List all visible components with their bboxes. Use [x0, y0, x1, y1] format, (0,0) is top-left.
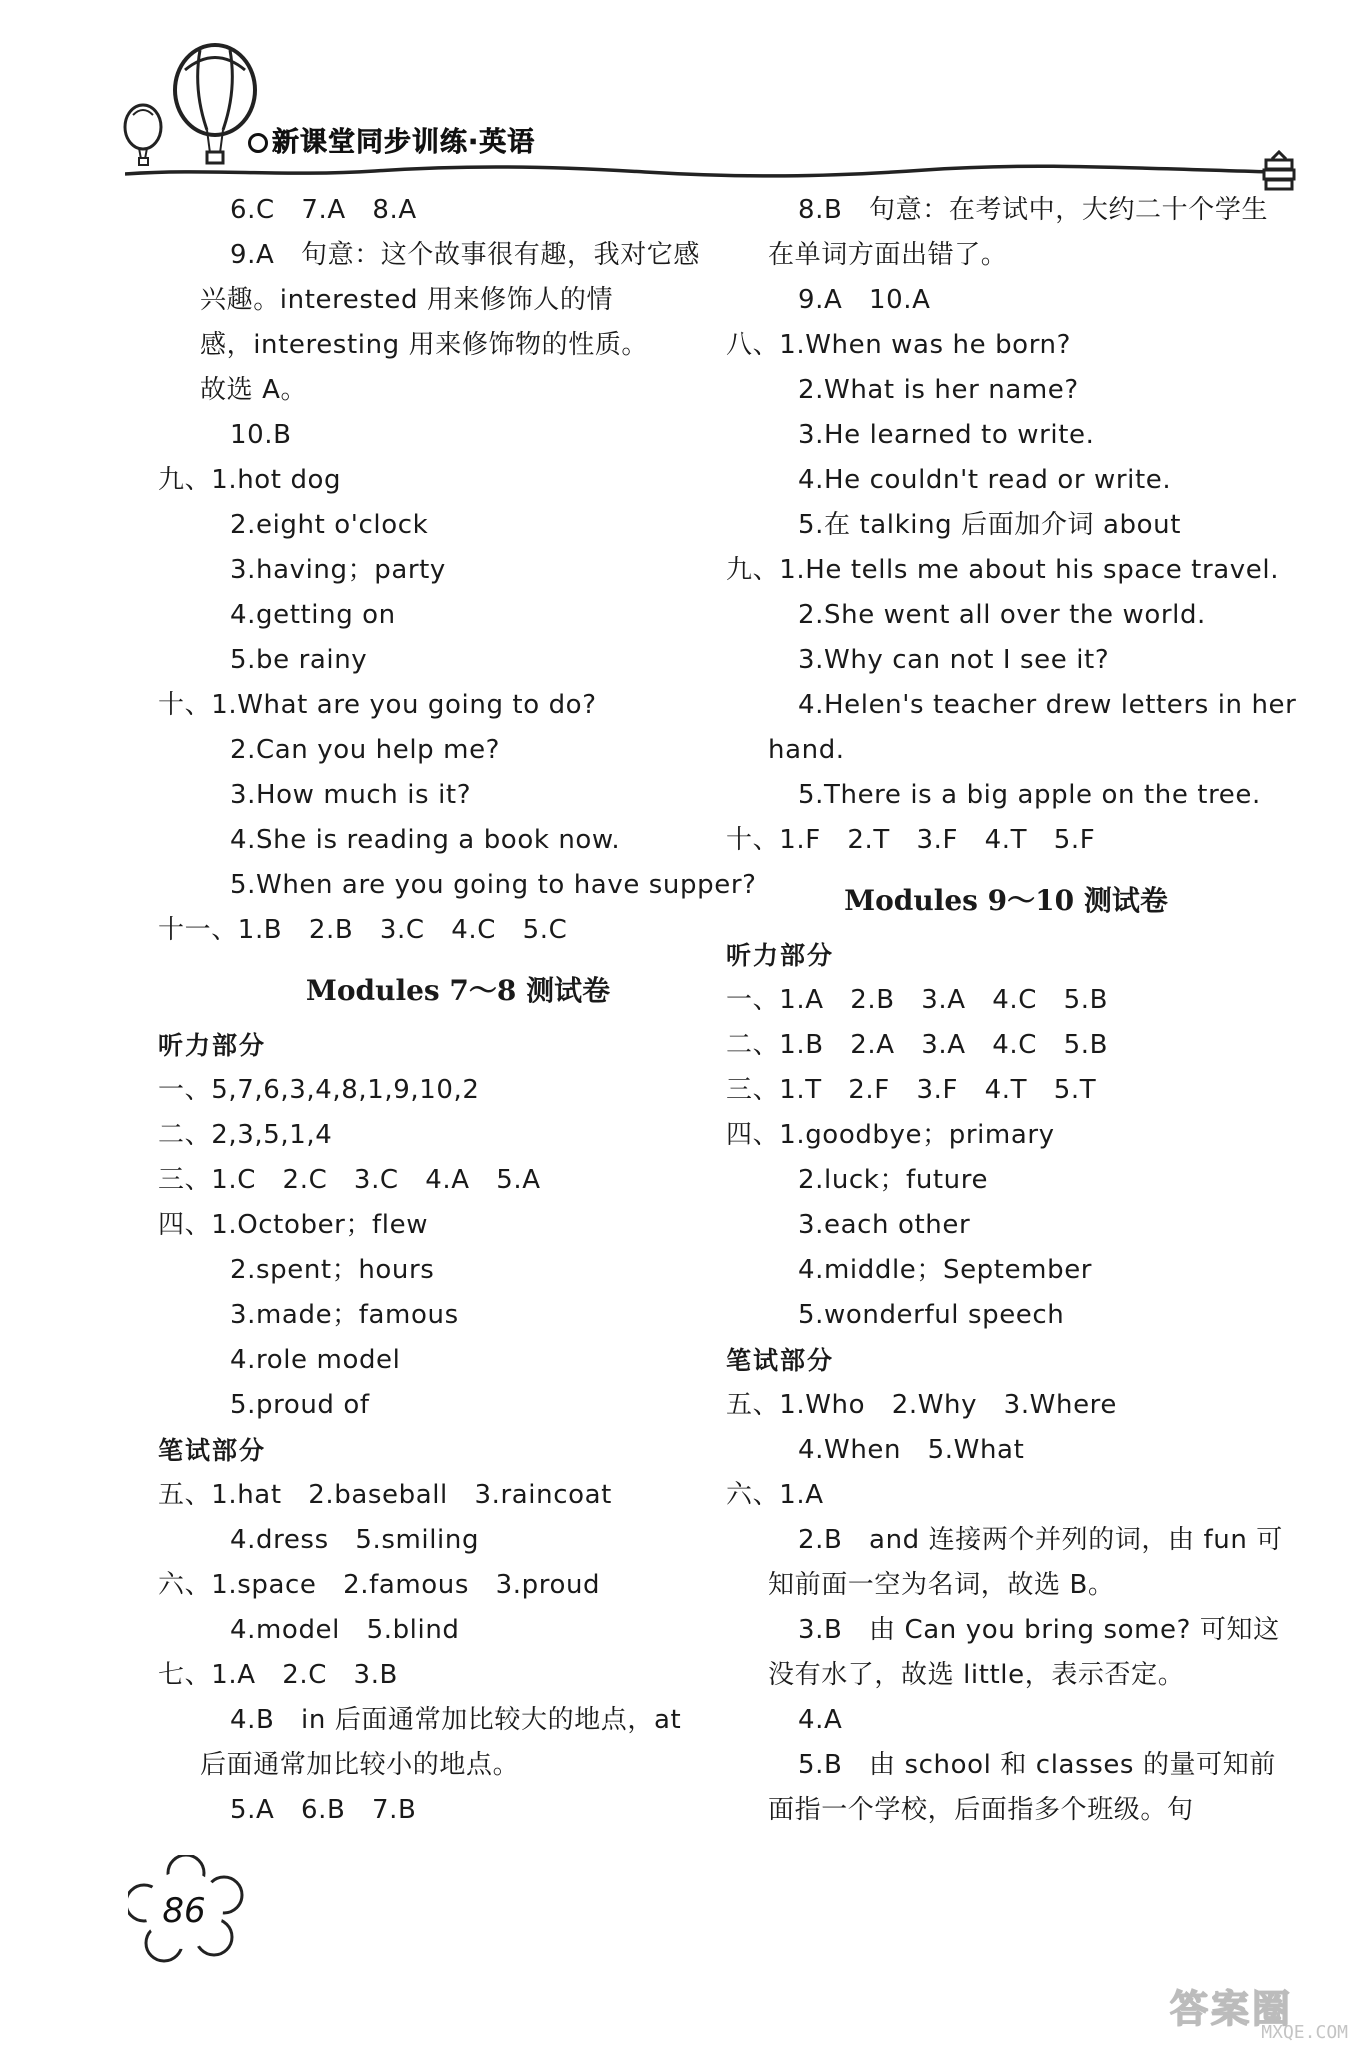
answer-line: 知前面一空为名词，故选 B。 — [768, 1570, 1115, 1600]
answer-line: 2.She went all over the world. — [798, 600, 1206, 630]
answer-line: 5.在 talking 后面加介词 about — [798, 510, 1182, 540]
answer-line: 5.A 6.B 7.B — [230, 1795, 417, 1825]
answer-line: 3.made；famous — [230, 1300, 459, 1330]
answer-line: 4.Helen's teacher drew letters in her — [798, 690, 1297, 720]
answer-line: 2.luck；future — [798, 1165, 989, 1195]
answer-line: 没有水了，故选 little，表示否定。 — [768, 1660, 1185, 1690]
answer-line: 4.When 5.What — [798, 1435, 1025, 1465]
answer-line: 四、1.goodbye；primary — [726, 1120, 1055, 1150]
answer-line: 4.She is reading a book now. — [230, 825, 621, 855]
answer-line: 五、1.Who 2.Why 3.Where — [726, 1390, 1117, 1420]
answer-line: 面指一个学校，后面指多个班级。句 — [768, 1795, 1194, 1825]
answer-line: 4.role model — [230, 1345, 401, 1375]
answer-line: 九、1.hot dog — [158, 465, 342, 495]
answer-line: 3.Why can not I see it? — [798, 645, 1110, 675]
answer-line: 十、1.F 2.T 3.F 4.T 5.F — [726, 825, 1096, 855]
answer-line: 后面通常加比较小的地点。 — [200, 1750, 520, 1780]
answer-line: 2.eight o'clock — [230, 510, 429, 540]
answer-line: 在单词方面出错了。 — [768, 240, 1008, 270]
answer-line: 4.dress 5.smiling — [230, 1525, 480, 1555]
answer-line: 故选 A。 — [200, 375, 308, 405]
header-title: 新课堂同步训练·英语 — [248, 120, 535, 159]
answer-line: 六、1.A — [726, 1480, 824, 1510]
answer-line: 6.C 7.A 8.A — [230, 195, 417, 225]
answer-line: 2.Can you help me? — [230, 735, 501, 765]
watermark — [1168, 1978, 1348, 2044]
answer-line: 3.He learned to write. — [798, 420, 1095, 450]
answer-line: 4.B in 后面通常加比较大的地点，at — [230, 1705, 682, 1735]
answer-line: 二、2,3,5,1,4 — [158, 1120, 333, 1150]
header-divider — [125, 162, 1270, 178]
answer-line: hand. — [768, 735, 845, 765]
answer-line: 4.middle；September — [798, 1255, 1093, 1285]
answer-line: 十、1.What are you going to do? — [158, 690, 597, 720]
answer-line: 3.B 由 Can you bring some? 可知这 — [798, 1615, 1280, 1645]
answer-line: 5.wonderful speech — [798, 1300, 1065, 1330]
answer-line: 九、1.He tells me about his space travel. — [726, 555, 1280, 585]
answer-line: 三、1.C 2.C 3.C 4.A 5.A — [158, 1165, 541, 1195]
left-answer-column — [158, 188, 757, 1833]
answer-line: 4.getting on — [230, 600, 396, 630]
answer-line: 3.each other — [798, 1210, 971, 1240]
answer-line: 二、1.B 2.A 3.A 4.C 5.B — [726, 1030, 1109, 1060]
answer-line: 5.be rainy — [230, 645, 368, 675]
answer-line: 八、1.When was he born? — [726, 330, 1072, 360]
answer-line: 3.having；party — [230, 555, 446, 585]
answer-line: 一、1.A 2.B 3.A 4.C 5.B — [726, 985, 1109, 1015]
answer-line: 七、1.A 2.C 3.B — [158, 1660, 398, 1690]
answer-line: 4.He couldn't read or write. — [798, 465, 1172, 495]
answer-line: 5.There is a big apple on the tree. — [798, 780, 1261, 810]
watermark-logo: 答案圈 — [1170, 1987, 1294, 2031]
answer-line: 五、1.hat 2.baseball 3.raincoat — [158, 1480, 612, 1510]
answer-line: 兴趣。interested 用来修饰人的情 — [200, 285, 614, 315]
answer-line: 5.When are you going to have supper? — [230, 870, 757, 900]
right-answer-column — [726, 188, 1297, 1833]
answer-line: 六、1.space 2.famous 3.proud — [158, 1570, 601, 1600]
answer-line: 3.How much is it? — [230, 780, 472, 810]
answer-line: 8.B 句意：在考试中，大约二十个学生 — [798, 195, 1269, 225]
subsection-heading: 笔试部分 — [726, 1346, 835, 1375]
answer-line: 9.A 句意：这个故事很有趣，我对它感 — [230, 240, 700, 270]
answer-line: 10.B — [230, 420, 292, 450]
answer-line: 2.spent；hours — [230, 1255, 435, 1285]
page-header — [0, 0, 1358, 185]
answer-line: 一、5,7,6,3,4,8,1,9,10,2 — [158, 1075, 480, 1105]
page-number: 86 — [162, 1891, 206, 1931]
answer-line: 2.What is her name? — [798, 375, 1079, 405]
answer-line: 4.model 5.blind — [230, 1615, 460, 1645]
answer-line: 5.proud of — [230, 1390, 370, 1420]
answer-line: 9.A 10.A — [798, 285, 931, 315]
answer-line: 感，interesting 用来修饰物的性质。 — [200, 330, 649, 360]
subsection-heading: 听力部分 — [726, 941, 835, 970]
answer-line: 十一、1.B 2.B 3.C 4.C 5.C — [158, 915, 568, 945]
subsection-heading: 听力部分 — [158, 1031, 267, 1060]
watermark-url: MXQE.COM — [1261, 2022, 1348, 2043]
subsection-heading: 笔试部分 — [158, 1436, 267, 1465]
answer-line: 4.A — [798, 1705, 843, 1735]
answer-line: 四、1.October；flew — [158, 1210, 429, 1240]
section-title: Modules 9～10 测试卷 — [844, 884, 1168, 917]
section-title: Modules 7～8 测试卷 — [305, 974, 611, 1007]
answer-line: 2.B and 连接两个并列的词，由 fun 可 — [798, 1525, 1283, 1555]
answer-line: 三、1.T 2.F 3.F 4.T 5.T — [726, 1075, 1097, 1105]
page-number-badge — [128, 1855, 244, 1965]
answer-line: 5.B 由 school 和 classes 的量可知前 — [798, 1750, 1276, 1780]
